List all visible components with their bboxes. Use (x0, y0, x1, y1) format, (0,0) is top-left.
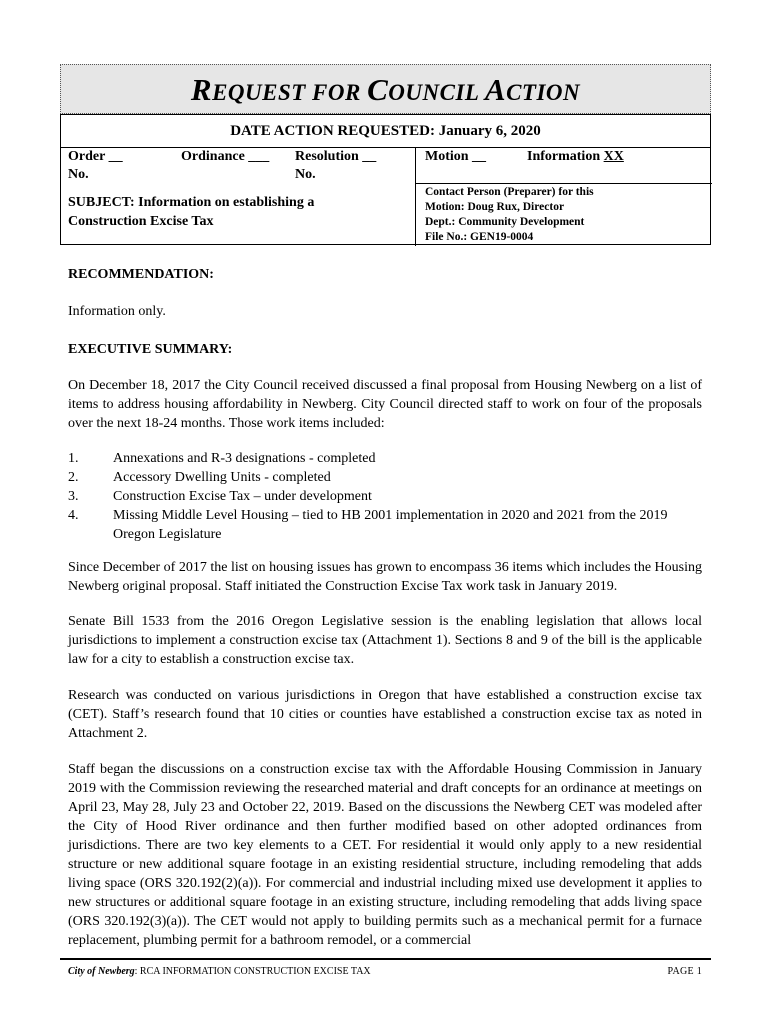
list-item (68, 468, 702, 487)
list-item (68, 506, 702, 544)
option-motion: Motion __ (425, 149, 487, 164)
option-resolution: Resolution __ No. (295, 149, 377, 182)
contact-line: Dept.: Community Development (425, 216, 585, 228)
list-number: 2. (68, 470, 79, 485)
box-divider-horizontal (415, 183, 712, 184)
paragraph-3: Senate Bill 1533 from the 2016 Oregon Legislative session is the enabling legislation that allows local jurisdictions to implement a construction excise tax (Attachment 1). Sections 8 and 9 of the bill is the applicable law for a city to establish a construction excise tax. (68, 614, 702, 667)
date-label: DATE ACTION REQUESTED: (230, 123, 435, 139)
list-text: Accessory Dwelling Units - completed (113, 470, 331, 485)
work-items-list (68, 449, 702, 544)
paragraph-4: Research was conducted on various jurisdictions in Oregon that have established a construction excise tax (CET). Staff’s research found that 10 cities or counties have established a construction excise tax as noted in Attachment 2. (68, 688, 702, 741)
rca-info-box (60, 114, 711, 245)
list-item (68, 449, 702, 468)
recommendation-text: Information only. (68, 304, 166, 319)
contact-line: Contact Person (Preparer) for this (425, 186, 594, 198)
paragraph-5: Staff began the discussions on a construction excise tax with the Affordable Housing Commission in January 2019 with the Commission reviewing the researched material and draft concepts for an ordinance at meetings on April 23, May 28, July 23 and October 22, 2019. Based on the discussions the Newberg CET was modeled after the City of Hood River ordinance and then further modified based on other adopted ordinances from jurisdictions. There are two key elements to a CET. For residential it would only apply to a new residential structure or new additional square footage in an existing residential structure, including remodeling that adds living space (ORS 320.192(2)(a)). For commercial and industrial including mixed use development it applies to new structures or additional square footage in an existing structure, including remodeling that adds living space (ORS 320.192(3)(a)). The CET would not apply to building permits such as a mechanical permit for a furnace replacement, plumbing permit for a bathroom remodel, or a commercial (68, 762, 702, 948)
date-row (61, 115, 710, 148)
list-text: Annexations and R-3 designations - completed (113, 451, 376, 466)
information-mark: XX (603, 149, 624, 164)
contact-line: Motion: Doug Rux, Director (425, 201, 565, 213)
title-initial-3: A (484, 72, 507, 107)
title-initial-2: C (367, 72, 389, 107)
title-rest-3: CTION (506, 80, 581, 105)
list-number: 1. (68, 451, 79, 466)
list-text: Missing Middle Level Housing – tied to HB 2001 implementation in 2020 and 2021 from the 2019 Oregon Legislature (113, 508, 668, 542)
title-initial-1: R (190, 72, 213, 107)
information-label: Information (527, 149, 601, 164)
title-rest-1: EQUEST FOR (212, 80, 368, 105)
footer-document-label (68, 966, 371, 977)
footer-rule (60, 958, 711, 960)
list-number: 4. (68, 508, 79, 523)
contact-line: File No.: GEN19-0004 (425, 231, 534, 243)
recommendation-heading: RECOMMENDATION: (68, 267, 214, 282)
footer-page-number: PAGE 1 (667, 966, 702, 977)
paragraph-1: On December 18, 2017 the City Council received discussed a final proposal from Housing Newberg on a list of items to address housing affordability in Newberg. City Council directed staff to work on four of the proposals over the next 18-24 months. Those work items included: (68, 378, 702, 431)
list-number: 3. (68, 489, 79, 504)
executive-summary-heading: EXECUTIVE SUMMARY: (68, 342, 233, 357)
contact-block (425, 185, 710, 245)
option-order: Order __ No. (68, 149, 123, 182)
list-text: Construction Excise Tax – under development (113, 489, 372, 504)
title-rest-2: OUNCIL (388, 80, 485, 105)
subject-text: SUBJECT: Information on establishing a Construction Excise Tax (68, 195, 315, 229)
option-information (527, 148, 624, 166)
list-item (68, 487, 702, 506)
footer-city: City of Newberg (68, 966, 135, 977)
box-divider-vertical (415, 148, 416, 246)
footer-doc-title: : RCA INFORMATION CONSTRUCTION EXCISE TAX (134, 966, 371, 977)
date-value: January 6, 2020 (438, 123, 541, 139)
document-title (60, 64, 711, 114)
option-ordinance: Ordinance ___ (181, 149, 270, 164)
paragraph-2: Since December of 2017 the list on housing issues has grown to encompass 36 items which includes the Housing Newberg original proposal. Staff initiated the Construction Excise Tax work task in January 2019. (68, 560, 702, 594)
